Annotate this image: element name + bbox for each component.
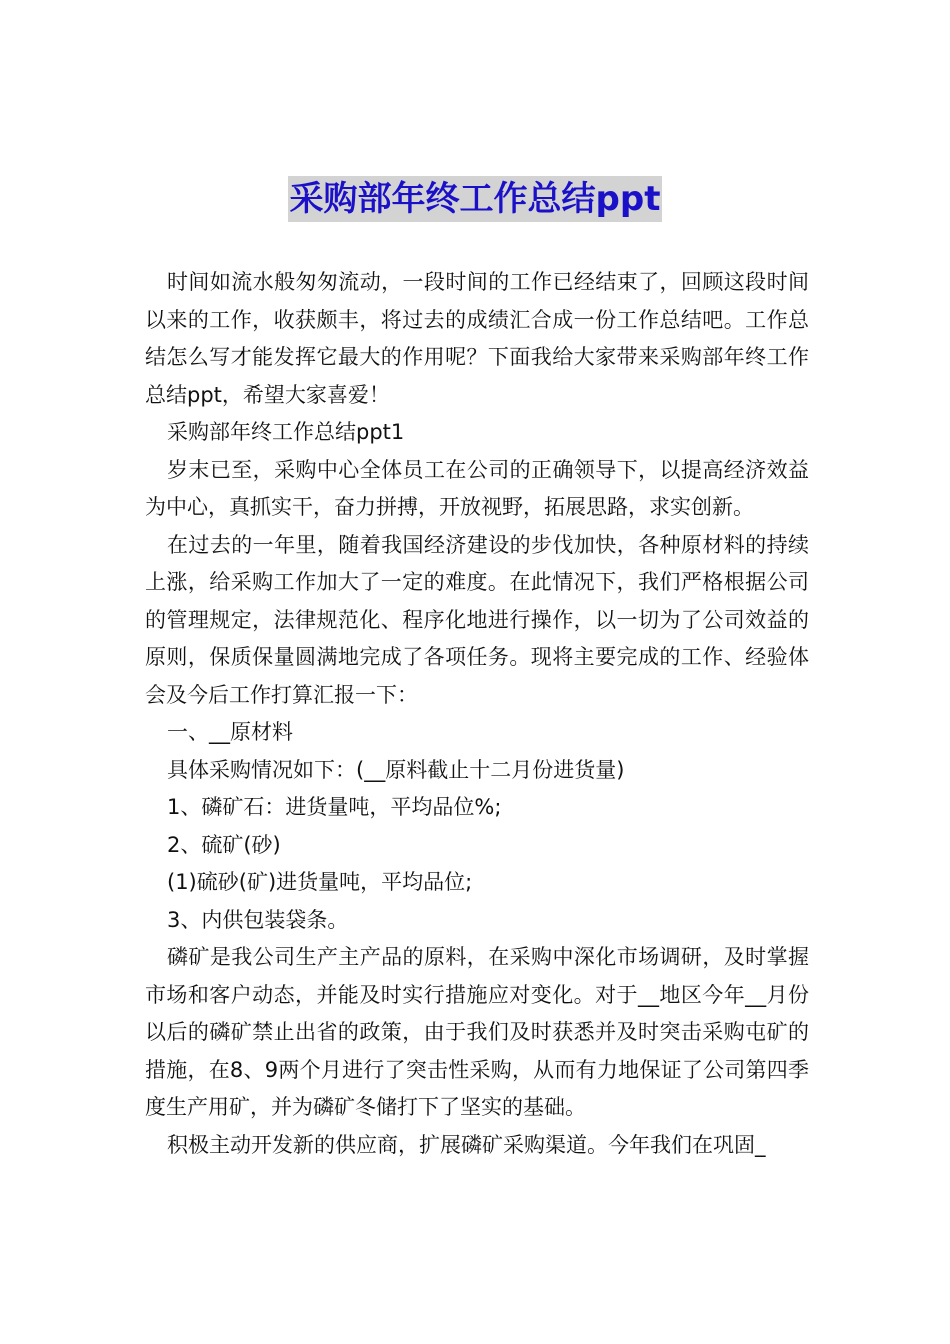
section-heading: 采购部年终工作总结ppt1 [167,420,405,444]
paragraph: 在过去的一年里，随着我国经济建设的步伐加快，各种原材料的持续上涨，给采购工作加大了一定的难度。在此情况下，我们严格根据公司的管理规定，法律规范化、程序化地进行操作，以一切为了公司效益的原则，保质保量圆满地完成了各项任务。现将主要完成的工作、经验体会及今后工作打算汇报一下： [145,532,809,707]
paragraph: 岁末已至，采购中心全体员工在公司的正确领导下，以提高经济效益为中心，真抓实干，奋力拼搏，开放视野，拓展思路，求实创新。 [145,457,809,519]
paragraph: 积极主动开发新的供应商，扩展磷矿采购渠道。今年我们在巩固_ [167,1132,766,1157]
intro-paragraph: 时间如流水般匆匆流动，一段时间的工作已经结束了，回顾这段时间以来的工作，收获颇丰，将过去的成绩汇合成一份工作总结吧。工作总结怎么写才能发挥它最大的作用呢？下面我给大家带来采购部年终工作总结ppt，希望大家喜爱！ [145,270,809,407]
list-item: (1)硫砂(矿)进货量吨，平均品位; [167,870,473,894]
list-item: 2、硫矿(砂) [167,832,281,857]
list-heading: 一、__原材料 [167,720,293,744]
list-item: 3、内供包装袋条。 [167,907,349,932]
list-intro: 具体采购情况如下：(__原料截止十二月份进货量) [167,757,625,782]
document-body [145,264,809,1164]
paragraph: 磷矿是我公司生产主产品的原料，在采购中深化市场调研，及时掌握市场和客户动态，并能及时实行措施应对变化。对于__地区今年__月份以后的磷矿禁止出省的政策，由于我们及时获悉并及时突击采购屯矿的措施，在8、9两个月进行了突击性采购，从而有力地保证了公司第四季度生产用矿，并为磷矿冬储打下了坚实的基础。 [145,945,809,1119]
title-container [0,176,950,222]
list-item: 1、磷矿石：进货量吨，平均品位%; [167,795,502,819]
document-title: 采购部年终工作总结ppt [288,176,663,222]
